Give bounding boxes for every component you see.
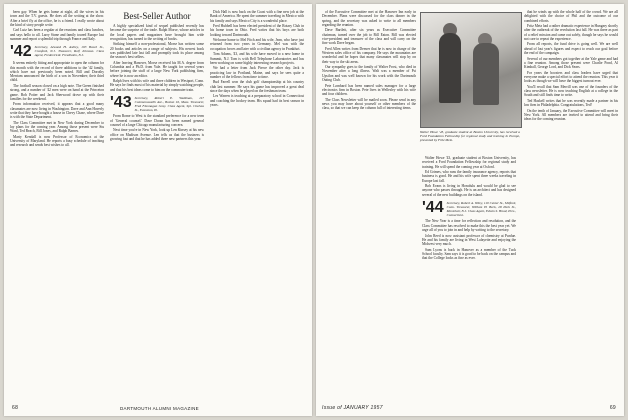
class-year-heading [422,200,516,217]
paragraph: Walter Howe '43, graduate student at Boston University, has received a Ford Foundation Fellowship for regional study and training. He will spend the coming year at Oxford. [422,156,516,169]
class-year-heading [110,95,204,112]
paragraph: For years the boosters and class leaders have urged that everyone make a special effort to attend the reunion. This year it looks as though we will have the biggest turnout ever. [524,70,618,84]
person-figure [439,33,461,103]
paragraph: It seems entirely fitting and appropriate to open the column for this month with the record of three additions to the '42 family, which have not previously been noted. Bill and Dorothy Merriam announced the birth of a son in November; their third child. [10,61,104,83]
paragraph: Welcome home to Mel Fitch and his wife, Jean, who have just returned from two years in Germany. Mel was with the occupation forces and later with a civilian agency in Frankfurt. [210,38,304,51]
paragraph: From information received, it appears that a good many classmates are now living in Washington. Dave and Ann Haverly write that they have bought a house in Chevy Chase, where Dave is with the State Department. [10,102,104,120]
right-column-2 [422,156,516,398]
paragraph: The Class Newsletter will be mailed soon. Please send in any news you may have about yourself or other members of the class, so that we can keep the column full of interesting items. [322,97,416,111]
page-number: 68 [12,405,19,411]
paragraph: Dave Bartlett, after six years as Executive Committee chairman, turned over the job to Bill Eaton. Bill was elected vice-president and treasurer of the class and will carry on the fine work Dave began. [322,28,416,46]
paragraph: Carl Lutz has been a regular at the reunions and class lunches, and says hello to all. Larry Stone and family toured Europe last summer and report a splendid trip through France and Italy. [10,28,104,41]
paragraph: Bob Evans is living in Honolulu and would be glad to see anyone who passes through. He is an architect and has designed several of the new buildings on the island. [422,184,516,197]
paragraph: The Class Committee met in New York during December to lay plans for the coming year. Among those present were Stu Ward, Ted Beach, Bill Jones, and Ralph Barnes. [10,120,104,134]
paragraph: John Reed is now assistant professor of chemistry at Purdue. He and his family are living in West Lafayette and enjoying the Midwest very much. [422,233,516,247]
left-page [4,4,312,416]
issue-date: Issue of JANUARY 1957 [322,405,383,411]
class-year-number: '43 [110,94,132,112]
class-officers: Secretary, Robert A. Wiley, 110 Center St., Milford, Conn. Treasurer, William H. Beck, 28 Park St., Montclair, N.J. Class Agent, Edwin S. Hood, Pres., Connecticut. [446,201,516,218]
paragraph: Several of our members got together at the Yale game and had a fine reunion. Among those present were Charlie Pond, Al Kimball, George Lord, and Dick Sears. [524,56,618,70]
class-year-heading [10,44,104,59]
paragraph: Fritz Metz had a rather dramatic experience in Hungary shortly after the outbreak of the revolution last fall. He was there as part of a relief mission and came out safely, though he says he would not care to repeat the experience. [524,24,618,41]
right-page [316,4,624,416]
class-year-number: '42 [10,43,32,61]
paragraph: Ralph lives with his wife and three children in Westport, Conn. He says he finds most of his material by simply watching people, and that his best ideas come to him on the commuter train. [110,79,204,92]
right-column-3 [524,10,618,398]
paragraph: Fred Hubbell has been elected president of the Rotary Club in his home town in Ohio. Fred writes that his boys are both looking toward Dartmouth. [210,24,304,37]
photo-caption: Walter Howe '43, graduate student at Boston University, has received a Ford Foundation Fellowship for regional study and training in Europe, presented by Fritz Metz. [420,130,520,143]
left-column-2 [110,10,204,398]
paragraph: Tom Adams, '43, and his wife have moved to a new home in Summit, N.J. Tom is with Bell Telephone Laboratories and has been working on some highly interesting research projects. [210,52,304,65]
paragraph: We had a letter from Jack Pierce the other day. Jack is practicing law in Portland, Maine, and says he sees quite a number of the fellows from time to time. [210,66,304,79]
paragraph: The football season closed on a high note. The Green finished strong, and a number of '42 men were on hand at the Princeton game. Bob Potter and Jack Sherwood drove up with their families for the weekend. [10,83,104,101]
paragraph: Sam Lyons is back in Hanover as a member of the Tuck School faculty. Sam says it is good to be back on the campus and that the College looks as fine as ever. [422,247,516,261]
paragraph: that he winds up with the whole half of the crowd. We are all delighted with the choice of Phil and the outcome of our combined efforts. [524,10,618,23]
paragraph: You'll recall that Sam Merrill was one of the founders of the class newsletter. He is now teaching English at a college in the South and still finds time to write. [524,84,618,98]
paragraph: Ted Haskell writes that he was recently made a partner in his law firm in Philadelphia. Congratulations, Ted! [524,98,618,108]
paragraph: Bud Farrell won the club golf championship at his country club last summer. He says his game has improved a great deal since the days when he played on the freshman team. [210,80,304,93]
paragraph: From Rome to West is the standard preference for a new term of 'General counsel.' Dave Doran has been named general counsel of a large Chicago manufacturing concern. [110,114,204,127]
paragraph: After leaving Hanover, Morse received his M.A. degree from Columbia and a Ph.D. from Yale. He taught for several years before joining the staff of a large New York publishing firm, where he is now an editor. [110,60,204,78]
article-title: Best-Seller Author [123,11,191,21]
left-column-1 [10,10,104,398]
paragraph: A highly specialized kind of sequel published recently has become the surprise of the trade. Ralph Morse, whose articles in the local papers and magazines have brought him wide recognition, has turned to the writing of books. [110,24,204,41]
person-figure [473,43,499,105]
paragraph: Pete Lombard has been named sales manager for a large electronics firm in Boston. Pete lives in Wellesley with his wife and four children. [322,83,416,97]
paragraph: From all reports, the fund drive is going well. We are well ahead of last year's figures and expect to reach our goal before the end of the campaign. [524,42,618,56]
left-column-3 [210,10,304,398]
paragraph: Dick Hall is now back on the Coast with a fine new job at the Bank of America. He spent the summer traveling in Mexico with his family and says Mexico City is a wonderful place. [210,10,304,23]
paragraph: been gay. When he gets home at night, all the wives in his town and the T.V. guests. He does all the writing at the show. After a brief fly at the office, he is a friend. I really wrote about the kind of story people write. [10,10,104,27]
magazine-footer: DARTMOUTH ALUMNI MAGAZINE [120,406,199,411]
paragraph: Our sympathy goes to the family of Walter Frost, who died in November after a long illness. Walt was a member of Psi Upsilon and was well known for his work with the Dartmouth Outing Club. [322,65,416,83]
paragraph: On the tenth of January, the Executive Committee will meet in New York. All members are invited to attend and bring their ideas for the coming reunion. [524,108,618,122]
paragraph: Marty Kendall is now Professor of Economics at the University of Maryland. He reports a busy schedule of teaching and research and sends best wishes to all. [10,134,104,148]
paragraph: Striking himself a non-professional, Morse has written some 20 books and articles on a range of subjects. His newest book was published late last fall and promptly took its place among the season's best sellers. [110,42,204,60]
right-column-1 [322,10,416,398]
page-number: 69 [609,405,616,411]
paragraph: Next time you're in New York, look up Len Kinsey at his new office on Madison Avenue. Len tells us that the business is growing fast and that he has added three new partners this year. [110,128,204,142]
class-officers: Secretary, Atwood H. Ashley, 103 Bosch St., Cranford, N.J. Treasurer, Rolf Johnson. Class Agent, Frederick R. Freedholm, N.J. [34,45,104,58]
paragraph: The New Year is a time for reflection and resolution, and the Class Committee has resolved to make this the best year yet. We urge all of you to join in and help by writing to the secretary. [422,219,516,233]
paragraph: Les Warren is teaching at a preparatory school in Connecticut and coaching the hockey team. His squad had its best season in years. [210,94,304,108]
paragraph: of the Executive Committee met at the Hanover Inn early in December. Plans were discussed for the class dinner in the spring, and the secretary was asked to write to all members regarding the reunion. [322,10,416,27]
paragraph: Ed Grimes, who runs the family insurance agency, reports that business is good. He and his wife spent three weeks traveling in Europe last fall. [422,170,516,183]
class-photo [420,12,522,128]
class-officers: Secretary, Robert E. Waldman, 117 Commonwealth Ave., Boston 16, Mass. Treasurer, Fred Flannagan Gray. Class Agent, Spl. Chelsea St., Evanston, Ill. [134,96,204,113]
class-year-number: '44 [422,199,444,217]
paragraph: Fred Allen writes from Denver that he is now in charge of the Western sales office of his company. He says the mountains are wonderful and he hopes that many classmates will stop by on their way to the ski areas. [322,46,416,64]
